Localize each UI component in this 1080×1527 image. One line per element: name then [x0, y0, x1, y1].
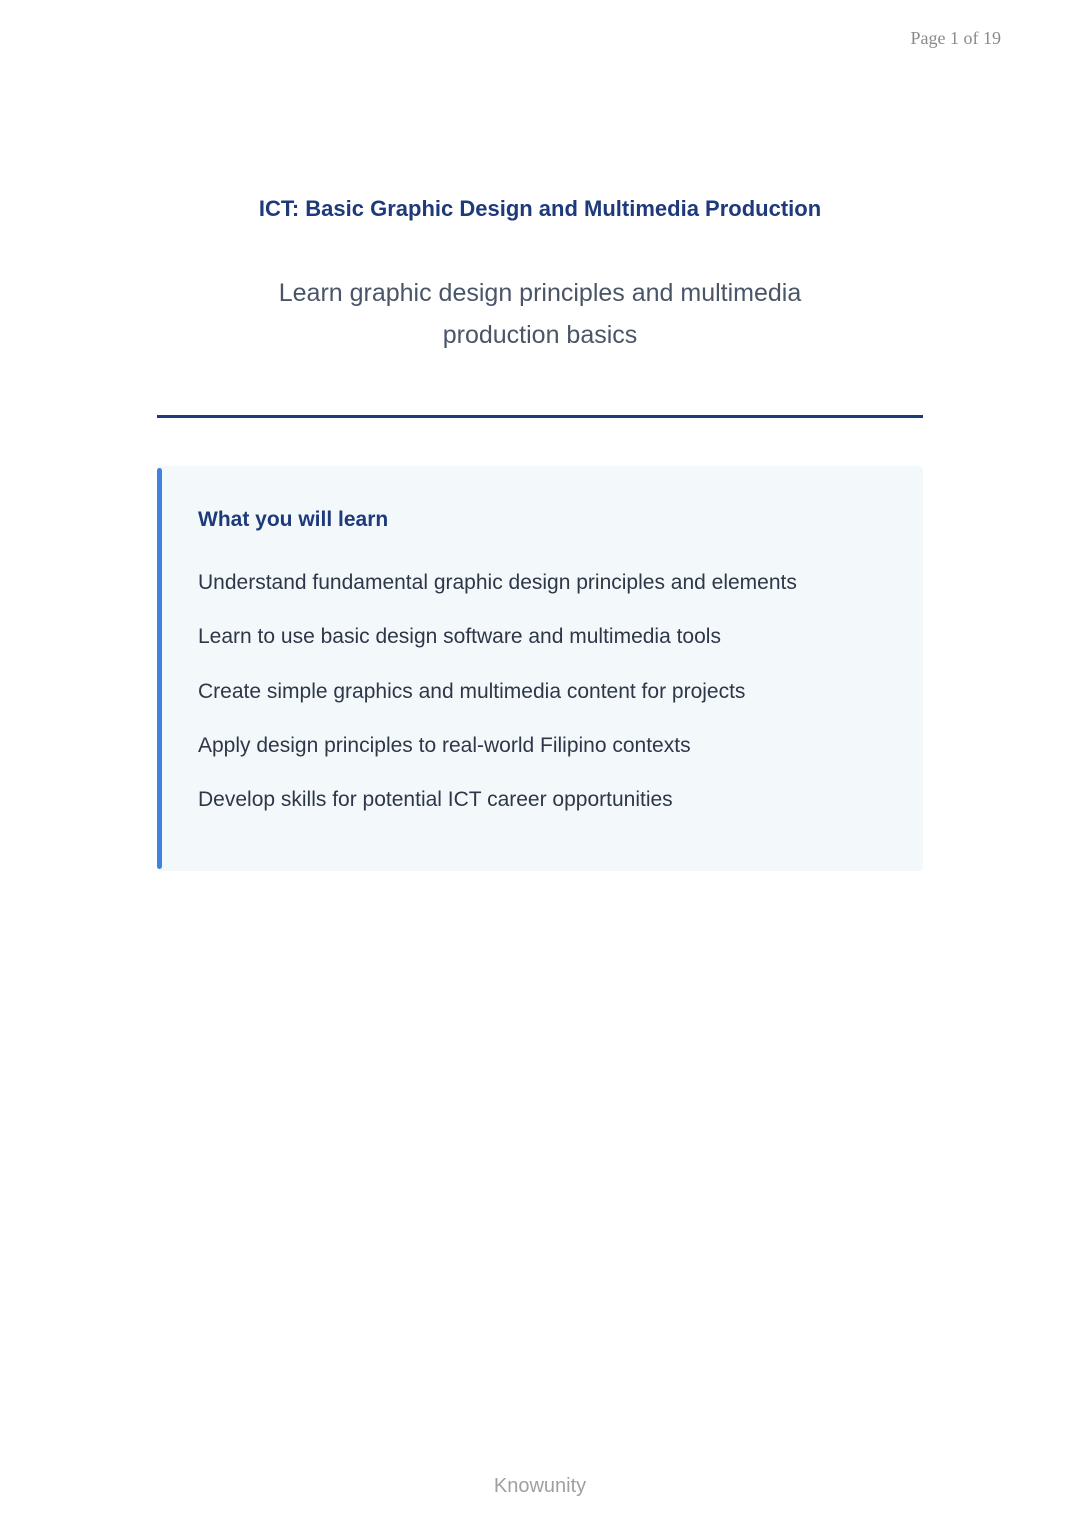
document-subtitle: Learn graphic design principles and multimedia production basics: [278, 279, 802, 349]
list-item: Understand fundamental graphic design principles and elements: [198, 571, 797, 594]
footer-brand: Knowunity: [493, 1475, 587, 1497]
learning-objectives-heading: What you will learn: [198, 508, 389, 531]
list-item: Learn to use basic design software and multimedia tools: [198, 625, 721, 649]
page-indicator: Page 1 of 19: [910, 28, 1001, 48]
document-title: ICT: Basic Graphic Design and Multimedia Production: [258, 196, 822, 221]
list-item: Apply design principles to real-world Filipino contexts: [198, 733, 691, 757]
accent-bar: [157, 468, 162, 869]
list-item: Develop skills for potential ICT career opportunities: [198, 788, 673, 812]
learning-objectives-list: [198, 568, 797, 839]
list-item: Create simple graphics and multimedia content for projects: [198, 679, 746, 703]
title-divider: [157, 415, 923, 418]
learning-objectives-box: [157, 466, 923, 871]
